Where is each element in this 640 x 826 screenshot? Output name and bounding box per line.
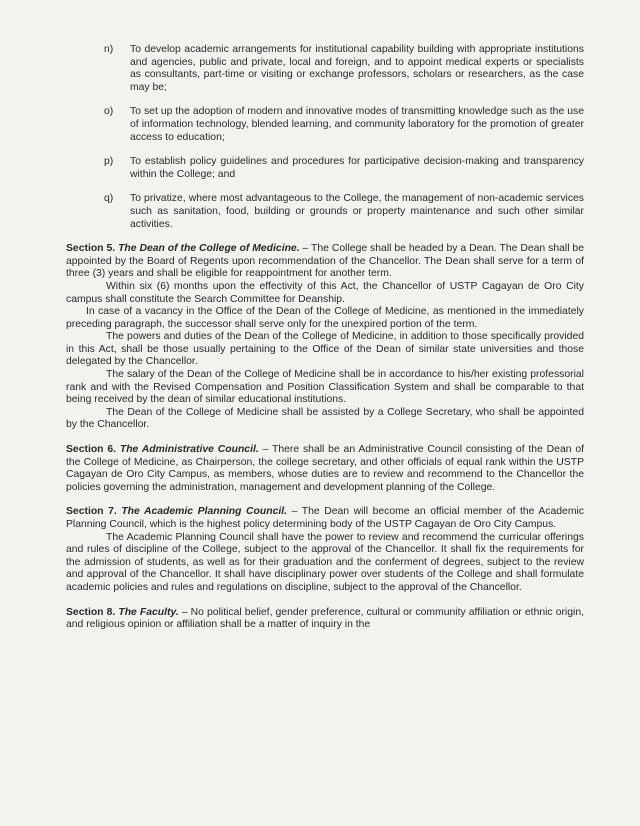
list-marker: p) (104, 156, 114, 168)
section-7-paragraph-2: The Academic Planning Council shall have the power to review and recommend the curricular offerings and rules of discipline of the College, subject to the approval of the Chancellor. It shall fix the requirements for the admission of students, as well as for their graduation and the conferment of degrees, subject to the review and approval of the Chancellor. It shall have disciplinary power over students of the College and shall formulate academic policies and rules and regulations on discipline, subject to the approval of the Chancellor. (66, 531, 584, 593)
section-6-label: Section 6. (66, 444, 117, 456)
section-6-paragraph-1 (66, 444, 584, 494)
section-7-label: Section 7. (66, 506, 117, 518)
section-8-body: – No political belief, gender preference, cultural or community affiliation or ethnic origin, and religious opinion or affiliation shall be a matter of inquiry in the (66, 606, 584, 631)
list-text: To privatize, where most advantageous to the College, the management of non-academic services such as sanitation, food, building or grounds or property maintenance and such other similar activities. (130, 193, 584, 230)
section-5 (66, 243, 584, 432)
powers-list (66, 44, 584, 231)
section-6-title: The Administrative Council. (119, 444, 259, 456)
list-item (104, 106, 584, 144)
section-8-label: Section 8. (66, 606, 116, 618)
section-5-paragraph-3: In case of a vacancy in the Office of the Dean of the College of Medicine, as mentioned in the immediately preceding paragraph, the successor shall serve only for the unexpired portion of the term. (66, 306, 584, 330)
list-item (104, 193, 584, 231)
section-5-paragraph-6: The Dean of the College of Medicine shall be assisted by a College Secretary, who shall be appointed by the Chancellor. (66, 406, 584, 431)
section-8-title: The Faculty. (118, 606, 179, 618)
section-7-body: – The Dean will become an official member of the Academic Planning Council, which is the highest policy determining body of the USTP Cagayan de Oro City Campus. (66, 506, 584, 530)
section-7 (66, 506, 584, 594)
section-8 (66, 607, 584, 632)
list-marker: q) (104, 193, 114, 205)
list-item (104, 156, 584, 181)
list-marker: o) (104, 106, 114, 118)
section-5-label: Section 5. (66, 243, 116, 255)
section-5-body: – The College shall be headed by a Dean. The Dean shall be appointed by the Board of Regents upon recommendation of the Chancellor. The Dean shall serve for a term of three (3) years and shall be eligible for reappointment for another term. (66, 243, 584, 280)
list-text: To set up the adoption of modern and innovative modes of transmitting knowledge such as the use of information technology, blended learning, and community laboratory for the promotion of greater access to education; (130, 106, 584, 143)
section-7-paragraph-1 (66, 506, 584, 531)
section-5-paragraph-1 (66, 243, 584, 281)
section-8-paragraph-1 (66, 607, 584, 632)
section-5-paragraph-2: Within six (6) months upon the effectivity of this Act, the Chancellor of USTP Cagayan de Oro City campus shall constitute the Search Committee for Deanship. (66, 280, 584, 305)
section-6 (66, 444, 584, 494)
list-text: To establish policy guidelines and procedures for participative decision-making and transparency within the College; and (130, 156, 584, 180)
list-item (104, 44, 584, 94)
section-5-title: The Dean of the College of Medicine. (118, 243, 300, 255)
section-6-body: – There shall be an Administrative Council consisting of the Dean of the College of Medicine, as Chairperson, the college secretary, and other officials of equal rank within the USTP Cagayan de Oro City Campus, as members, whose duties are to review and recommend to the Chancellor the policies governing the administration, management and development planning of the College. (66, 444, 585, 493)
section-7-title: The Academic Planning Council. (121, 506, 288, 518)
list-marker: n) (104, 44, 114, 55)
list-text: To develop academic arrangements for institutional capability building with appropriate institutions and agencies, public and private, local and foreign, and to appoint medical experts or specialists as consultants, part-time or visiting or exchange professors, scholars or researchers, as the case may be; (130, 44, 584, 93)
section-5-paragraph-5: The salary of the Dean of the College of Medicine shall be in accordance to his/her existing professorial rank and with the Revised Compensation and Position Classification System and shall be comparable to that being received by the dean of similar educational institutions. (66, 369, 584, 406)
section-5-paragraph-4: The powers and duties of the Dean of the College of Medicine, in addition to those specifically provided in this Act, shall be those usually pertaining to the Office of the Dean of similar state universities and those delegated by the Chancellor. (66, 331, 584, 368)
